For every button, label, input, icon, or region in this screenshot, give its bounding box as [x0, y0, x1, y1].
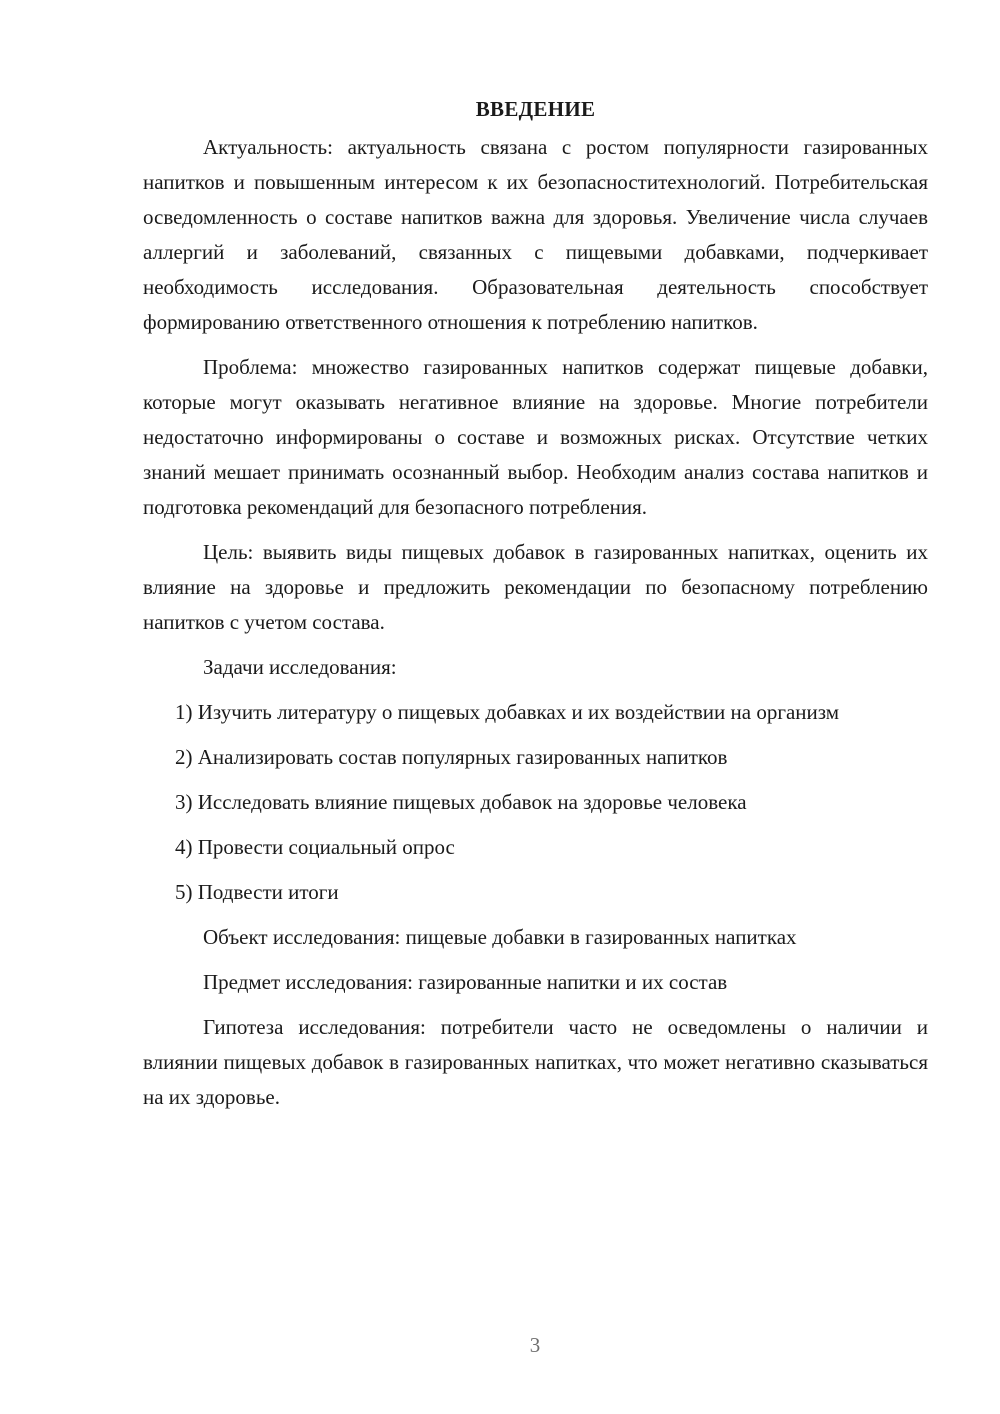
problem-paragraph: Проблема: множество газированных напитков содержат пищевые добавки, которые могут оказывать негативное влияние на здоровье. Многие потребители недостаточно информированы о составе и возможных рисках. Отсутствие четких знаний мешает принимать осознанный выбор. Необходим анализ состава напитков и подготовка рекомендаций для безопасного потребления.: [143, 355, 928, 519]
hypothesis-paragraph: Гипотеза исследования: потребители часто не осведомлены о наличии и влиянии пищевых добавок в газированных напитках, что может негативно сказываться на их здоровье.: [143, 1015, 928, 1109]
task-item: 2) Анализировать состав популярных газированных напитков: [175, 745, 728, 769]
page-number: 3: [529, 1333, 541, 1357]
task-item: 4) Провести социальный опрос: [175, 835, 455, 859]
tasks-heading: Задачи исследования:: [203, 655, 397, 679]
document-body: [143, 92, 928, 1125]
section-title: ВВЕДЕНИЕ: [475, 97, 596, 121]
task-item: 5) Подвести итоги: [175, 880, 339, 904]
object-paragraph: Объект исследования: пищевые добавки в газированных напитках: [203, 925, 797, 949]
task-item: 1) Изучить литературу о пищевых добавках и их воздействии на организм: [175, 700, 840, 724]
relevance-paragraph: Актуальность: актуальность связана с ростом популярности газированных напитков и повышенным интересом к их безопасноститехнологий. Потребительская осведомленность о составе напитков важна для здоровья. Увеличение числа случаев аллергий и заболеваний, связанных с пищевыми добавками, подчеркивает необходимость исследования. Образовательная деятельность способствует формированию ответственного отношения к потреблению напитков.: [143, 135, 928, 334]
goal-paragraph: Цель: выявить виды пищевых добавок в газированных напитках, оценить их влияние на здоровье и предложить рекомендации по безопасному потреблению напитков с учетом состава.: [143, 540, 928, 634]
subject-paragraph: Предмет исследования: газированные напитки и их состав: [203, 970, 728, 994]
task-item: 3) Исследовать влияние пищевых добавок на здоровье человека: [175, 790, 747, 814]
